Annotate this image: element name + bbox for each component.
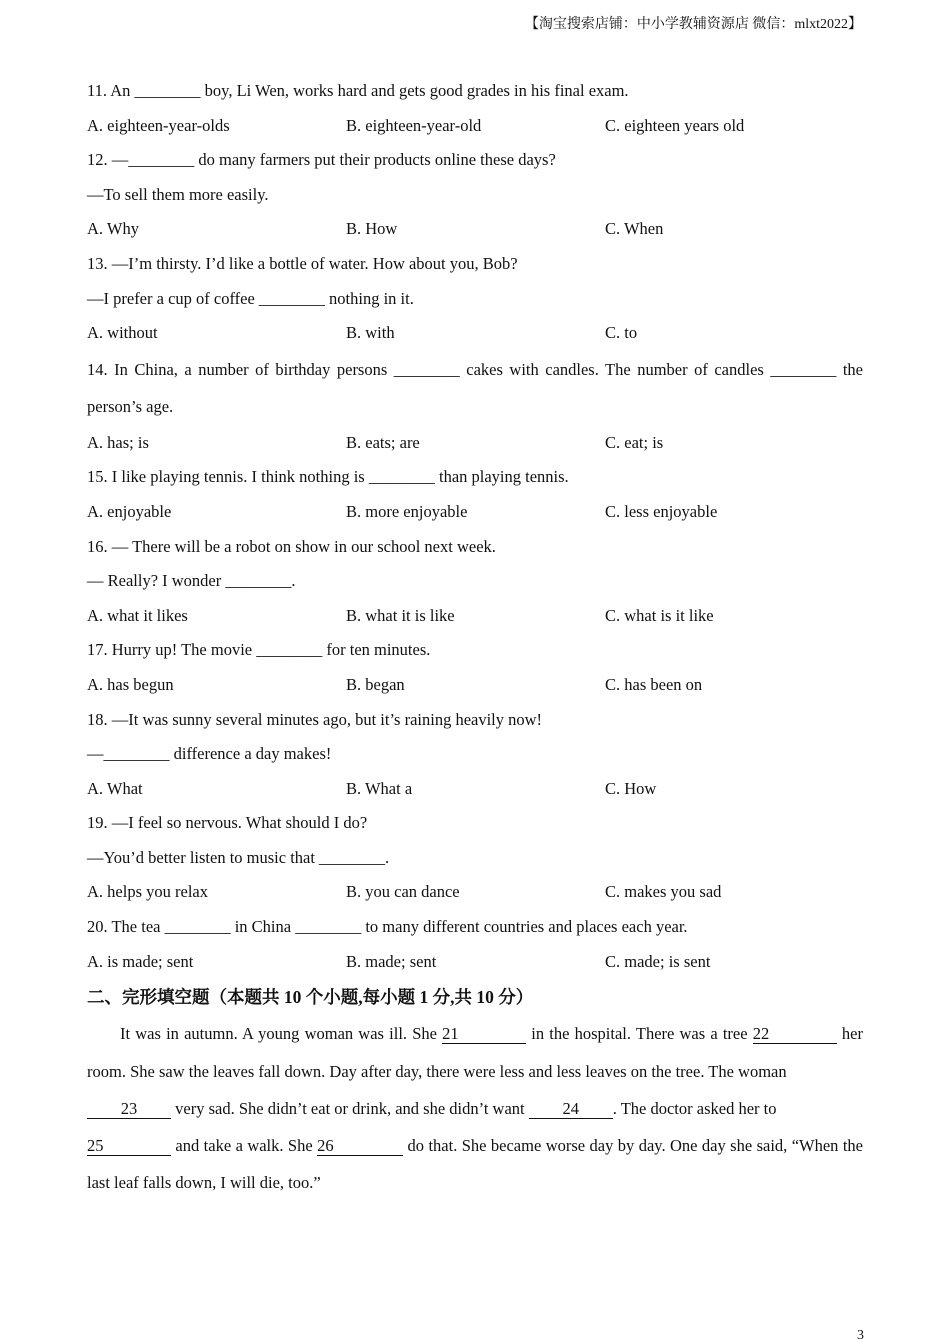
q12-option-c: C. When xyxy=(605,219,664,239)
question-20-stem: 20. The tea ________ in China ________ to many different countries and places each year. xyxy=(87,917,688,937)
question-15-stem: 15. I like playing tennis. I think nothing is ________ than playing tennis. xyxy=(87,467,569,487)
cloze-text: . The doctor asked her to xyxy=(612,1098,777,1118)
question-14-options xyxy=(87,426,863,461)
question-19-response: —You’d better listen to music that ________. xyxy=(87,847,390,867)
q20-option-a: A. is made; sent xyxy=(87,951,194,971)
q11-option-b: B. eighteen-year-old xyxy=(346,115,482,135)
q11-option-a: A. eighteen-year-olds xyxy=(87,115,230,135)
question-11-options xyxy=(87,109,863,144)
cloze-text: in the hospital. There was a tree xyxy=(531,1024,748,1044)
q12-option-a: A. Why xyxy=(87,219,139,239)
question-11-stem: 11. An ________ boy, Li Wen, works hard and gets good grades in his final exam. xyxy=(87,81,629,100)
question-16-stem: 16. — There will be a robot on show in our school next week. xyxy=(87,536,496,556)
cloze-line-3 xyxy=(87,1090,863,1127)
question-18-options xyxy=(87,772,863,807)
q13-option-c: C. to xyxy=(605,323,638,343)
cloze-text: very sad. She didn’t eat or drink, and she didn’t want xyxy=(175,1098,525,1118)
question-13-stem: 13. —I’m thirsty. I’d like a bottle of water. How about you, Bob? xyxy=(87,253,518,273)
q19-option-b: B. you can dance xyxy=(346,882,460,902)
question-12-options xyxy=(87,212,863,247)
q18-option-c: C. How xyxy=(605,778,657,798)
q19-option-a: A. helps you relax xyxy=(87,882,208,902)
cloze-line-5: last leaf falls down, I will die, too.” xyxy=(87,1173,321,1193)
question-14-stem: 14. In China, a number of birthday persons ________ cakes with candles. The number of candles ________ the xyxy=(87,359,863,379)
cloze-blank-22: 22 xyxy=(753,1025,837,1044)
q19-option-c: C. makes you sad xyxy=(605,882,722,902)
question-15-options xyxy=(87,495,863,530)
question-12-stem: 12. —________ do many farmers put their products online these days? xyxy=(87,150,556,170)
cloze-text: her xyxy=(841,1024,863,1044)
q17-option-c: C. has been on xyxy=(605,674,703,694)
q15-option-b: B. more enjoyable xyxy=(346,501,468,521)
question-20-options xyxy=(87,945,863,980)
question-17-stem: 17. Hurry up! The movie ________ for ten minutes. xyxy=(87,640,431,660)
section-2-title: 二、完形填空题（本题共 10 个小题,每小题 1 分,共 10 分） xyxy=(87,987,534,1008)
cloze-text: and take a walk. She xyxy=(175,1136,313,1156)
q16-option-b: B. what it is like xyxy=(346,605,455,625)
cloze-blank-25: 25 xyxy=(87,1137,171,1156)
page-number: 3 xyxy=(857,1328,864,1343)
cloze-line-1 xyxy=(87,1015,863,1052)
q14-option-c: C. eat; is xyxy=(605,432,664,452)
q17-option-a: A. has begun xyxy=(87,674,174,694)
cloze-blank-26: 26 xyxy=(317,1137,403,1156)
exam-content xyxy=(87,74,863,1202)
question-12-response: —To sell them more easily. xyxy=(87,184,269,204)
q17-option-b: B. began xyxy=(346,674,405,694)
cloze-blank-23: 23 xyxy=(87,1100,171,1119)
question-13-response: —I prefer a cup of coffee ________ nothing in it. xyxy=(87,288,414,308)
question-18-stem: 18. —It was sunny several minutes ago, but it’s raining heavily now! xyxy=(87,709,543,729)
cloze-blank-24: 24 xyxy=(529,1100,613,1119)
q20-option-c: C. made; is sent xyxy=(605,951,711,971)
q18-option-a: A. What xyxy=(87,778,143,798)
question-19-stem: 19. —I feel so nervous. What should I do? xyxy=(87,813,368,833)
cloze-blank-21: 21 xyxy=(442,1025,526,1044)
question-13-options xyxy=(87,316,863,351)
q12-option-b: B. How xyxy=(346,219,398,239)
q18-option-b: B. What a xyxy=(346,778,413,798)
q14-option-b: B. eats; are xyxy=(346,432,420,452)
question-16-response: — Really? I wonder ________. xyxy=(87,571,296,591)
q15-option-a: A. enjoyable xyxy=(87,501,172,521)
q11-option-c: C. eighteen years old xyxy=(605,115,745,135)
q14-option-a: A. has; is xyxy=(87,432,149,452)
question-19-options xyxy=(87,875,863,910)
question-18-response: —________ difference a day makes! xyxy=(87,744,332,764)
cloze-text: It was in autumn. A young woman was ill. She xyxy=(120,1024,437,1044)
cloze-line-4 xyxy=(87,1127,863,1164)
q13-option-a: A. without xyxy=(87,323,158,343)
cloze-line-2: room. She saw the leaves fall down. Day after day, there were less and less leaves on the tree. The woman xyxy=(87,1061,787,1081)
question-14-stem-continued: person’s age. xyxy=(87,397,174,417)
q13-option-b: B. with xyxy=(346,323,395,343)
q20-option-b: B. made; sent xyxy=(346,951,437,971)
q16-option-a: A. what it likes xyxy=(87,605,188,625)
question-16-options xyxy=(87,599,863,634)
page-header: 【淘宝搜索店铺：中小学教辅资源店 微信：mlxt2022】 xyxy=(524,17,862,32)
q16-option-c: C. what is it like xyxy=(605,605,714,625)
question-17-options xyxy=(87,668,863,703)
q15-option-c: C. less enjoyable xyxy=(605,501,718,521)
cloze-text: do that. She became worse day by day. One day she said, “When the xyxy=(407,1136,863,1156)
